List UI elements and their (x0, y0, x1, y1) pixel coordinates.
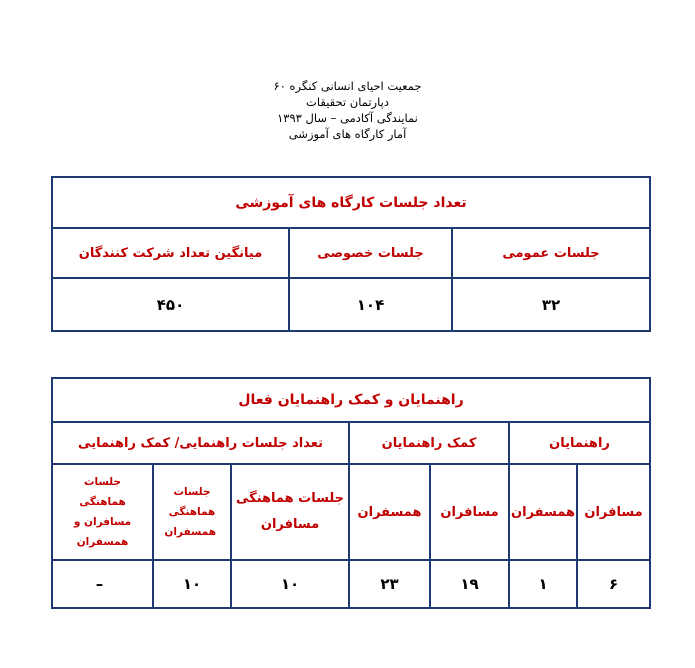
branch-year: نمایندگی آکادمی – سال ۱۳۹۳ (277, 111, 418, 125)
header-average-participants: میانگین تعداد شرکت کنندگان (52, 228, 289, 278)
subheader-guides-companions: همسفران (509, 464, 577, 560)
value-guides-travelers: ۶ (577, 560, 650, 608)
group-assistant-guides: کمک راهنمایان (349, 422, 509, 464)
document-header (0, 78, 695, 142)
subheader-coordination-companions: جلسات هماهنگی همسفران (153, 464, 231, 560)
header-private-sessions: جلسات خصوصی (289, 228, 452, 278)
subheader-guides-travelers: مسافران (577, 464, 650, 560)
org-name: جمعیت احیای انسانی کنگره ۶۰ (273, 79, 422, 93)
report-title: آمار کارگاه های آموزشی (288, 127, 407, 141)
subheader-coordination-joint: جلسات هماهنگی مسافران و همسفران (52, 464, 153, 560)
group-guidance-sessions: تعداد جلسات راهنمایی/ کمک راهنمایی (52, 422, 349, 464)
guides-table (51, 377, 651, 609)
value-coordination-travelers: ۱۰ (231, 560, 349, 608)
subheader-assistants-travelers: مسافران (430, 464, 509, 560)
value-guides-companions: ۱ (509, 560, 577, 608)
table-title: تعداد جلسات کارگاه های آموزشی (52, 177, 650, 228)
value-coordination-companions: ۱۰ (153, 560, 231, 608)
value-average-participants: ۴۵۰ (52, 278, 289, 331)
subheader-assistants-companions: همسفران (349, 464, 430, 560)
workshop-sessions-table (51, 176, 651, 332)
value-private-sessions: ۱۰۴ (289, 278, 452, 331)
value-coordination-joint: – (52, 560, 153, 608)
value-assistants-companions: ۲۳ (349, 560, 430, 608)
table-title: راهنمایان و کمک راهنمایان فعال (52, 378, 650, 422)
subheader-coordination-travelers: جلسات هماهنگی مسافران (231, 464, 349, 560)
department-name: دپارتمان تحقیقات (306, 95, 389, 109)
group-guides: راهنمایان (509, 422, 650, 464)
header-public-sessions: جلسات عمومی (452, 228, 650, 278)
value-assistants-travelers: ۱۹ (430, 560, 509, 608)
value-public-sessions: ۳۲ (452, 278, 650, 331)
